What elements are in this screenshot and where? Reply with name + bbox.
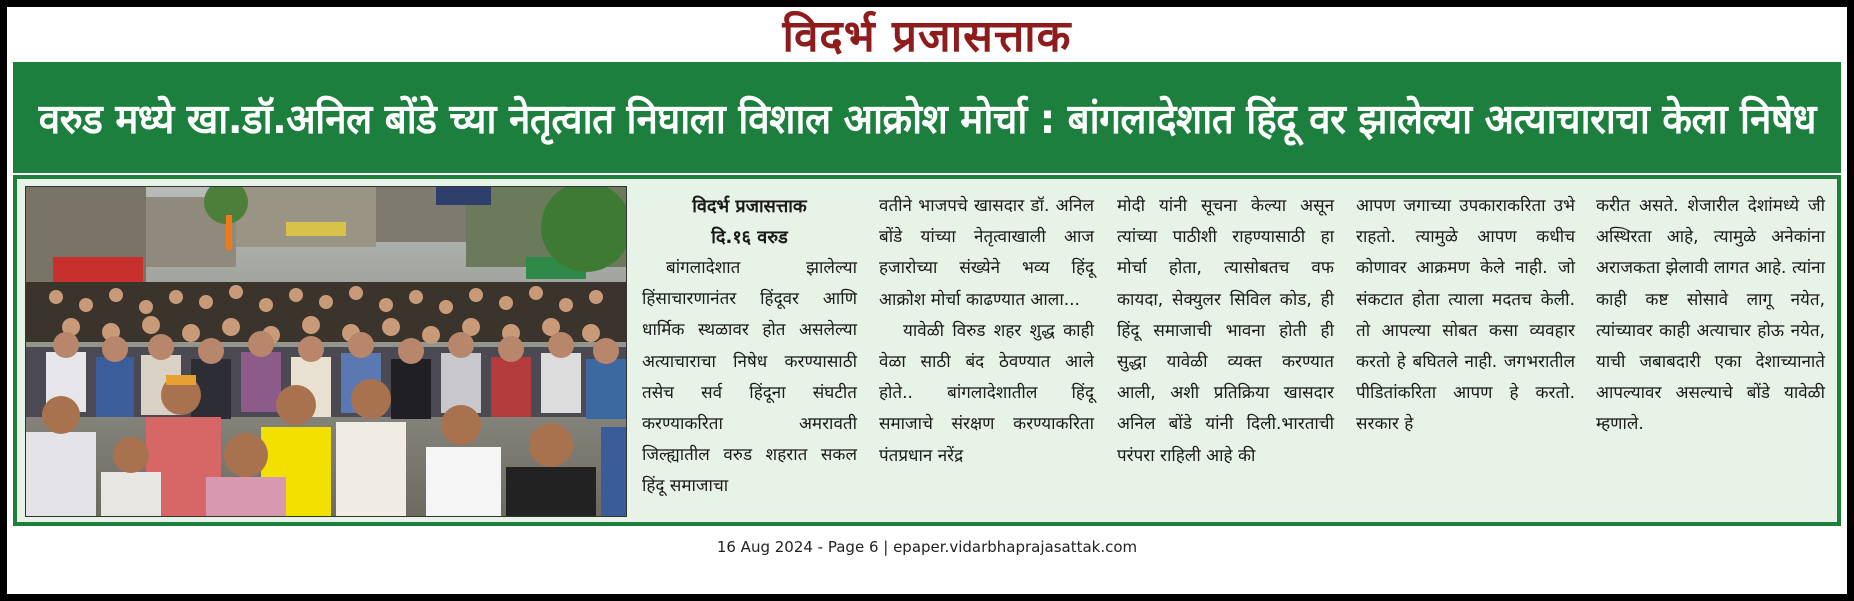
epaper-page <box>7 7 1847 594</box>
article-column-2 <box>879 191 1094 472</box>
headline-bar <box>13 62 1841 173</box>
byline-dateline: दि.१६ वरुड <box>711 227 788 248</box>
headline: वरुड मध्ये खा.डॉ.अनिल बोंडे च्या नेतृत्वात निघाला विशाल आक्रोश मोर्चा : बांगलादेशात हिंदू वर झालेल्या अत्याचाराचा केला निषेध <box>38 94 1816 143</box>
crowd-rally-photo <box>25 186 627 517</box>
page-footer: 16 Aug 2024 - Page 6 | epaper.vidarbhaprajasattak.com <box>716 538 1138 556</box>
article-paragraph: करीत असते. शेजारील देशांमध्ये जी अस्थिरता आहे, त्यामुळे अनेकांना अराजकता झेलावी लागत आहे. त्यांना काही कष्ट सोसावे लागू नयेत, त्यांच्यावर काही अत्याचार होऊ नयेत, याची जबाबदारी एका देशाच्यानाते आपल्यावर असल्याचे बोंडे यावेळी म्हणाले. <box>1596 196 1825 435</box>
article-paragraph: यावेळी विरुड शहर शुद्ध काही वेळा साठी बंद ठेवण्यात आले होते.. बांगलादेशातील हिंदू समाजाचे संरक्षण करण्याकरिता पंतप्रधान नरेंद्र <box>879 320 1094 466</box>
article-paragraph: मोदी यांनी सूचना केल्या असून त्यांच्या पाठीशी राहण्यासाठी हा मोर्चा होता, त्यासोबतच वफ कायदा, सेक्युलर सिविल कोड, ही हिंदू समाजाची भावना होती ही सुद्धा यावेळी व्यक्त करण्यात आली, अशी प्रतिक्रिया खासदार अनिल बोंडे यांनी दिली.भारताची परंपरा राहिली आहे की <box>1117 196 1334 466</box>
article-column-5 <box>1596 191 1825 441</box>
byline-source: विदर्भ प्रजासत्ताक <box>692 196 807 217</box>
article-paragraph: वतीने भाजपचे खासदार डॉ. अनिल बोंडे यांच्या नेतृत्वाखाली आज हजारोच्या संख्येने भव्य हिंदू आक्रोश मोर्चा काढण्यात आला... <box>879 196 1094 310</box>
article-box <box>13 175 1841 526</box>
article-column-4 <box>1356 191 1575 441</box>
article-paragraph: बांगलादेशात झालेल्या हिंसाचारणानंतर हिंदूवर आणि धार्मिक स्थळावर होत असलेल्या अत्याचाराचा निषेध करण्यासाठी तसेच सर्व हिंदूना संघटीत करण्याकरिता अमरावती जिल्ह्यातील वरुड शहरात सकल हिंदू समाजाचा <box>642 258 857 497</box>
article-column-1 <box>642 191 857 503</box>
article-column-3 <box>1117 191 1334 472</box>
article-paragraph: आपण जगाच्या उपकाराकरिता उभे राहतो. त्यामुळे आपण कधीच कोणावर आक्रमण केले नाही. जो संकटात होता त्याला मदतच केली. तो आपल्या सोबत कसा व्यवहार करतो हे बघितले नाही. जगभरातील पीडितांकरिता आपण हे करतो. सरकार हे <box>1356 196 1575 435</box>
masthead-title: विदर्भ प्रजासत्ताक <box>782 11 1072 62</box>
